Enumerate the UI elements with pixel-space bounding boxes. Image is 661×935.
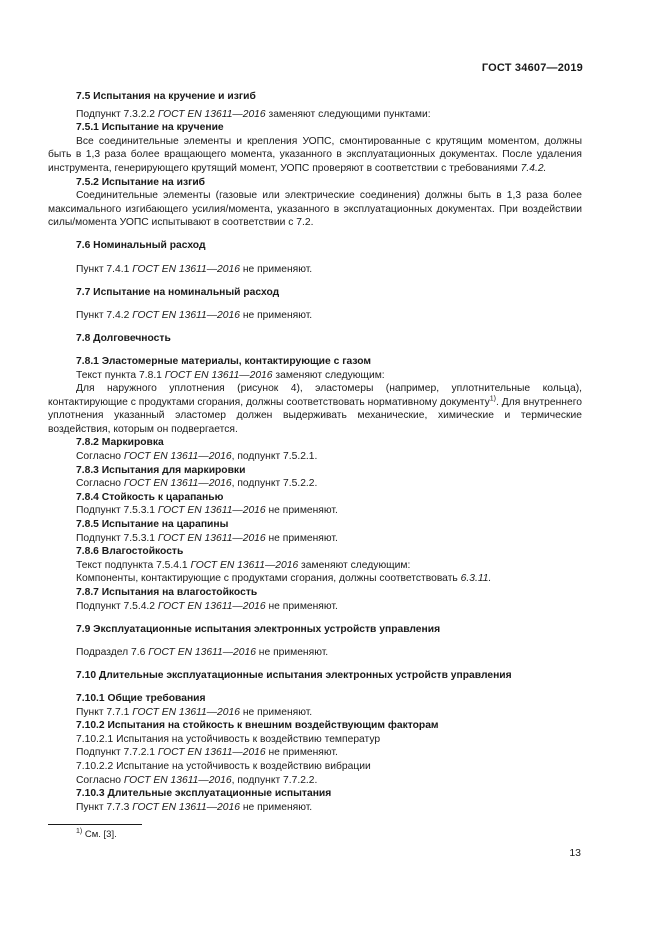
section-heading: 7.9 Эксплуатационные испытания электронных устройств управления <box>76 623 441 635</box>
subsection-heading: 7.10.1 Общие требования <box>76 692 206 704</box>
paragraph: Подпункт 7.3.2.2 ГОСТ EN 13611—2016 заменяют следующими пунктами: <box>76 108 431 120</box>
paragraph: Подпункт 7.5.4.2 ГОСТ EN 13611—2016 не применяют. <box>76 600 338 612</box>
section-heading: 7.6 Номинальный расход <box>76 240 206 252</box>
subsection-heading: 7.8.3 Испытания для маркировки <box>76 464 246 476</box>
paragraph: Пункт 7.7.1 ГОСТ EN 13611—2016 не применяют. <box>76 706 313 718</box>
footnote-divider <box>48 824 142 825</box>
paragraph: Согласно ГОСТ EN 13611—2016, подпункт 7.5.2.1. <box>76 451 318 463</box>
subsection-heading: 7.8.6 Влагостойкость <box>76 546 184 558</box>
subsection-heading: 7.10.3 Длительные эксплуатационные испытания <box>76 788 332 800</box>
subsection-heading: 7.10.2 Испытания на стойкость к внешним воздействующим факторам <box>76 720 439 732</box>
section-heading: 7.8 Долговечность <box>76 332 171 344</box>
paragraph: Текст подпункта 7.5.4.1 ГОСТ EN 13611—2016 заменяют следующим: <box>76 559 411 571</box>
subsection-heading: 7.8.1 Эластомерные материалы, контактирующие с газом <box>76 355 371 367</box>
paragraph: 7.10.2.1 Испытания на устойчивость к воздействию температур <box>76 733 381 745</box>
subsection-heading: 7.8.5 Испытание на царапины <box>76 519 229 531</box>
section-heading: 7.7 Испытание на номинальный расход <box>76 286 280 298</box>
paragraph: Соединительные элементы (газовые или электрические соединения) должны быть в 1,3 раза более максимального изгибающего усилия/момента, указанного в эксплуатационных документах. При воздействии силы/момента УОПС испытывают в соответствии с 7.2. <box>48 190 582 229</box>
document-header: ГОСТ 34607—2019 <box>481 62 583 74</box>
footnote-ref: 1) <box>489 395 496 403</box>
paragraph: Пункт 7.4.1 ГОСТ EN 13611—2016 не применяют. <box>76 263 313 275</box>
subsection-heading: 7.5.1 Испытание на кручение <box>76 122 224 134</box>
paragraph: Компоненты, контактирующие с продуктами сгорания, должны соответствовать 6.3.11. <box>76 573 492 585</box>
subsection-heading: 7.8.2 Маркировка <box>76 437 164 449</box>
section-heading: 7.5 Испытания на кручение и изгиб <box>76 91 256 102</box>
paragraph: Согласно ГОСТ EN 13611—2016, подпункт 7.7.2.2. <box>76 774 318 786</box>
paragraph: Подпункт 7.5.3.1 ГОСТ EN 13611—2016 не применяют. <box>76 505 338 517</box>
subsection-heading: 7.5.2 Испытание на изгиб <box>76 176 206 188</box>
paragraph: Подраздел 7.6 ГОСТ EN 13611—2016 не применяют. <box>76 646 329 658</box>
subsection-heading: 7.8.7 Испытания на влагостойкость <box>76 587 258 598</box>
subsection-heading: 7.8.4 Стойкость к царапанью <box>76 491 224 503</box>
paragraph: Для наружного уплотнения (рисунок 4), эластомеры (например, уплотнительные кольца), контактирующие с продуктами сгорания, должны соответствовать нормативному документу$^{1)}$. Для внутреннего уплотнения указанный эластомер должен выдерживать механические, химические и термические воздействия, которым он подвергается. <box>48 383 582 435</box>
document-body <box>48 90 582 814</box>
paragraph: Подпункт 7.7.2.1 ГОСТ EN 13611—2016 не применяют. <box>76 747 338 759</box>
paragraph: Текст пункта 7.8.1 ГОСТ EN 13611—2016 заменяют следующим: <box>76 369 385 381</box>
paragraph: Все соединительные элементы и крепления УОПС, смонтированные с крутящим моментом, должны быть в 1,3 раза более вращающего момента, указанного в эксплуатационных документах. После удаления инструмента, генерирующего крутящий момент, УОПС проверяют в соответствии с требованиями 7.4.2. <box>48 135 582 174</box>
paragraph: Подпункт 7.5.3.1 ГОСТ EN 13611—2016 не применяют. <box>76 532 338 544</box>
paragraph: 7.10.2.2 Испытание на устойчивость к воздействию вибрации <box>76 760 371 772</box>
footnote: $^{1)}$ См. [3]. <box>76 827 117 840</box>
paragraph: Пункт 7.7.3 ГОСТ EN 13611—2016 не применяют. <box>76 801 313 813</box>
paragraph: Пункт 7.4.2 ГОСТ EN 13611—2016 не применяют. <box>76 309 313 321</box>
paragraph: Согласно ГОСТ EN 13611—2016, подпункт 7.5.2.2. <box>76 478 318 490</box>
section-heading: 7.10 Длительные эксплуатационные испытания электронных устройств управления <box>76 669 512 681</box>
page-number: 13 <box>569 847 581 859</box>
